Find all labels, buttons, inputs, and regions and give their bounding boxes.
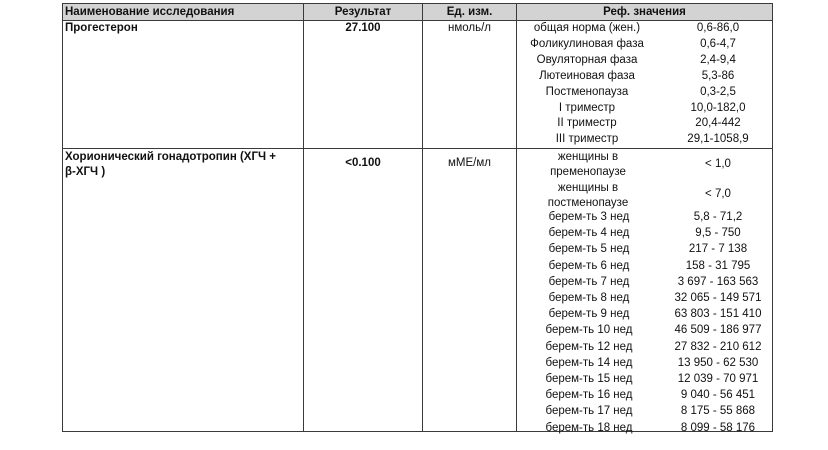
reference-label: берем-ть 6 нед (548, 259, 630, 272)
reference-value: 12 039 - 70 971 (677, 373, 759, 385)
column-divider (422, 4, 423, 431)
row-2-name-line-1: Хорионический гонадотропин (ХГЧ + (65, 151, 276, 163)
row-2-name-line-2: β-ХГЧ ) (65, 166, 106, 178)
reference-label: I триместр (558, 101, 616, 114)
ref-label-line: женщины в (557, 182, 619, 194)
row-1-unit: нмоль/л (447, 22, 491, 34)
reference-label: II триместр (557, 117, 617, 130)
row-divider (63, 148, 772, 149)
header-unit: Ед. изм. (446, 6, 493, 18)
reference-label: берем-ть 3 нед (548, 211, 630, 223)
reference-label: Фоликулиновая фаза (530, 37, 644, 50)
reference-label: берем-ть 5 нед (548, 243, 630, 256)
reference-label: Постменопауза (545, 85, 629, 98)
reference-label: берем-ть 7 нед (548, 275, 630, 288)
reference-value: 27 832 - 210 612 (674, 340, 762, 353)
reference-value: 5,8 - 71,2 (693, 211, 743, 223)
reference-label: Овуляторная фаза (536, 53, 638, 66)
reference-value: 46 509 - 186 977 (674, 324, 762, 337)
ref-label-line: женщины в (557, 151, 619, 163)
header-result: Результат (334, 6, 392, 18)
header-ref: Реф. значения (603, 6, 686, 18)
reference-value: 29,1-1058,9 (687, 133, 749, 146)
reference-label: берем-ть 17 нед (545, 405, 633, 418)
ref-label-postmenopause (523, 181, 653, 211)
column-divider (303, 4, 304, 431)
reference-value: 63 803 - 151 410 (674, 308, 762, 321)
reference-label: берем-ть 10 нед (545, 324, 633, 337)
reference-value: 9,5 - 750 (695, 227, 741, 240)
reference-value: 5,3-86 (701, 69, 735, 82)
row-2-name (65, 150, 301, 180)
column-divider (516, 4, 517, 431)
reference-label: берем-ть 14 нед (545, 356, 633, 369)
ref-label-line: пременопаузе (550, 166, 626, 178)
reference-label: общая норма (жен.) (533, 22, 641, 34)
reference-value: 20,4-442 (695, 117, 741, 130)
reference-label: Лютеиновая фаза (539, 69, 635, 82)
reference-value: 13 950 - 62 530 (677, 356, 759, 369)
reference-label: берем-ть 9 нед (548, 308, 630, 321)
reference-value: 2,4-9,4 (700, 53, 736, 66)
reference-label: берем-ть 4 нед (548, 227, 630, 240)
ref-value-premenopause: < 1,0 (705, 158, 731, 170)
ref-label-premenopause (523, 150, 653, 180)
reference-value: 8 175 - 55 868 (680, 405, 756, 418)
reference-value: 9 040 - 56 451 (680, 389, 756, 402)
reference-value: 32 065 - 149 571 (674, 292, 762, 304)
reference-label: берем-ть 16 нед (545, 389, 633, 402)
row-2-result: <0.100 (345, 157, 381, 169)
reference-value: 3 697 - 163 563 (677, 275, 759, 288)
reference-value: 217 - 7 138 (688, 243, 748, 256)
ref-value-postmenopause: < 7,0 (705, 188, 731, 200)
reference-label: берем-ть 12 нед (545, 340, 633, 353)
row-1-name: Прогестерон (65, 22, 138, 34)
ref-label-line: постменопаузе (547, 197, 629, 209)
row-2-unit: мМЕ/мл (448, 157, 491, 169)
results-table (62, 3, 773, 432)
reference-value: 0,6-86,0 (696, 22, 740, 34)
row-1-result: 27.100 (345, 22, 381, 34)
reference-label: берем-ть 18 нед (545, 421, 633, 434)
reference-value: 0,3-2,5 (700, 85, 736, 98)
reference-value: 158 - 31 795 (685, 259, 751, 272)
reference-value: 0,6-4,7 (700, 37, 736, 50)
reference-value: 8 099 - 58 176 (680, 421, 756, 434)
reference-label: берем-ть 15 нед (545, 373, 633, 385)
reference-label: берем-ть 8 нед (548, 292, 630, 304)
header-name: Наименование исследования (65, 6, 235, 18)
reference-value: 10,0-182,0 (690, 101, 746, 114)
reference-label: III триместр (555, 133, 619, 146)
